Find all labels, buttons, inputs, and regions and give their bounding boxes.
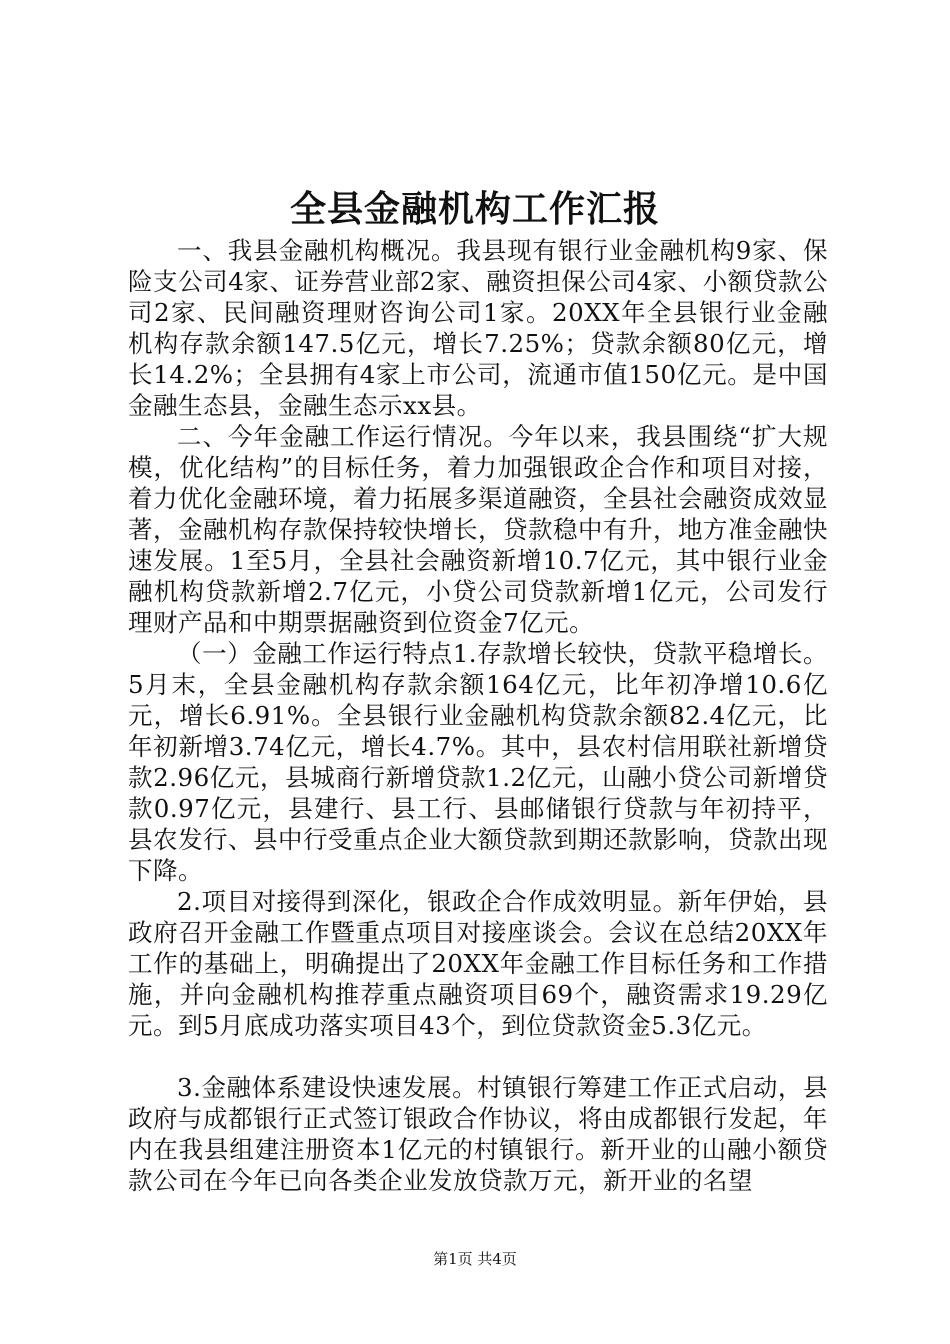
paragraph-system-building: 3.金融体系建设快速发展。村镇银行筹建工作正式启动，县政府与成都银行正式签订银政合作协议，将由成都银行发起，年内在我县组建注册资本1亿元的村镇银行。新开业的山融小额贷款公司在今年已向各类企业发放贷款万元，新开业的名望 [128,1073,828,1195]
paragraph-features: （一）金融工作运行特点1.存款增长较快，贷款平稳增长。5月末，全县金融机构存款余额164亿元，比年初净增10.6亿元，增长6.91%。全县银行业金融机构贷款余额82.4亿元，比年初新增3.74亿元，增长4.7%。其中，县农村信用联社新增贷款2.96亿元，县城商行新增贷款1.2亿元，山融小贷公司新增贷款0.97亿元，县建行、县工行、县邮储银行贷款与年初持平，县农发行、县中行受重点企业大额贷款到期还款影响，贷款出现下降。 [128,639,828,885]
page-number-footer: 第1页 共4页 [433,1250,517,1268]
paragraph-project-docking: 2.项目对接得到深化，银政企合作成效明显。新年伊始，县政府召开金融工作暨重点项目对接座谈会。会议在总结20XX年工作的基础上，明确提出了20XX年金融工作目标任务和工作措施，并向金融机构推荐重点融资项目69个，融资需求19.29亿元。到5月底成功落实项目43个，到位贷款资金5.3亿元。 [128,887,828,1040]
paragraph-overview: 一、我县金融机构概况。我县现有银行业金融机构9家、保险支公司4家、证券营业部2家、融资担保公司4家、小额贷款公司2家、民间融资理财咨询公司1家。20XX年全县银行业金融机构存款余额147.5亿元，增长7.25%；贷款余额80亿元，增长14.2%；全县拥有4家上市公司，流通市值150亿元。是中国金融生态县，金融生态示xx县。 [128,236,828,420]
document-title: 全县金融机构工作汇报 [289,188,660,230]
paragraph-operations: 二、今年金融工作运行情况。今年以来，我县围绕“扩大规模，优化结构”的目标任务，着力加强银政企合作和项目对接，着力优化金融环境，着力拓展多渠道融资，全县社会融资成效显著，金融机构存款保持较快增长，贷款稳中有升，地方准金融快速发展。1至5月，全县社会融资新增10.7亿元，其中银行业金融机构贷款新增2.7亿元，小贷公司贷款新增1亿元，公司发行理财产品和中期票据融资到位资金7亿元。 [128,422,828,637]
document-body [128,235,828,1196]
